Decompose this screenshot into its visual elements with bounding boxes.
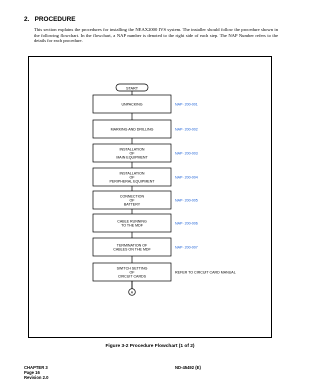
step-label-4: PERIPHERAL EQUIPMENT [109,179,155,184]
footer-page: Page 16 [24,370,40,375]
section-title: PROCEDURE [34,16,76,23]
intro-paragraph: This section explains the procedures for installing the NEAX2000 IVS system. The installer should follow the procedure shown in the following flowchart. In the flowchart, a NAP number is denoted to the right side of each step. The NAP Number refers to the details for each procedure. [34,27,278,44]
step-label-5: CONNECTION [119,194,145,199]
section-number: 2. [24,16,30,23]
step-label-5: OF [129,198,135,203]
step-label-3: INSTALLATION [119,147,145,152]
step-ref-4: NAP- 200-004 [175,175,198,180]
step-ref-6: NAP- 200-006 [175,221,198,226]
figure-caption: Figure 3-2 Procedure Flowchart (1 of 2) [105,344,195,349]
footer-chapter: CHAPTER 3 [24,365,48,370]
step-ref-7: NAP- 200-007 [175,245,198,250]
step-label-7: TERMINATION OF [116,243,148,248]
start-label: START [125,86,139,91]
step-label-3: OF [129,151,135,156]
step-label-3: MAIN EQUIPMENT [116,155,148,160]
step-label-8: SWITCH SETTING [116,266,148,271]
step-label-7: CABLES ON THE MDF [113,247,151,252]
step-ref-2: NAP- 200-002 [175,127,198,132]
step-label-4: OF [129,175,135,180]
footer-revision: Revision 2.0 [24,375,49,380]
step-ref-5: NAP- 200-005 [175,198,198,203]
step-label-5: BATTERY [123,202,141,207]
footer-left [24,365,48,380]
step-label-8: CIRCUIT CARDS [117,274,147,279]
step-label-6: CABLE RUNNING [117,219,147,224]
connector-label: A [130,290,134,295]
step-label-6: TO THE MDF [121,223,143,228]
step-label-1: UNPACKING [121,102,143,107]
step-label-2: MARKING AND DRILLING [110,127,154,132]
step-ref-8: REFER TO CIRCUIT CARD MANUAL [175,270,236,275]
step-label-8: OF [129,270,135,275]
step-label-4: INSTALLATION [119,171,145,176]
step-ref-1: NAP- 200-001 [175,102,198,107]
footer-doc-number: ND-45492 (E) [175,365,201,370]
step-ref-3: NAP- 200-003 [175,151,198,156]
